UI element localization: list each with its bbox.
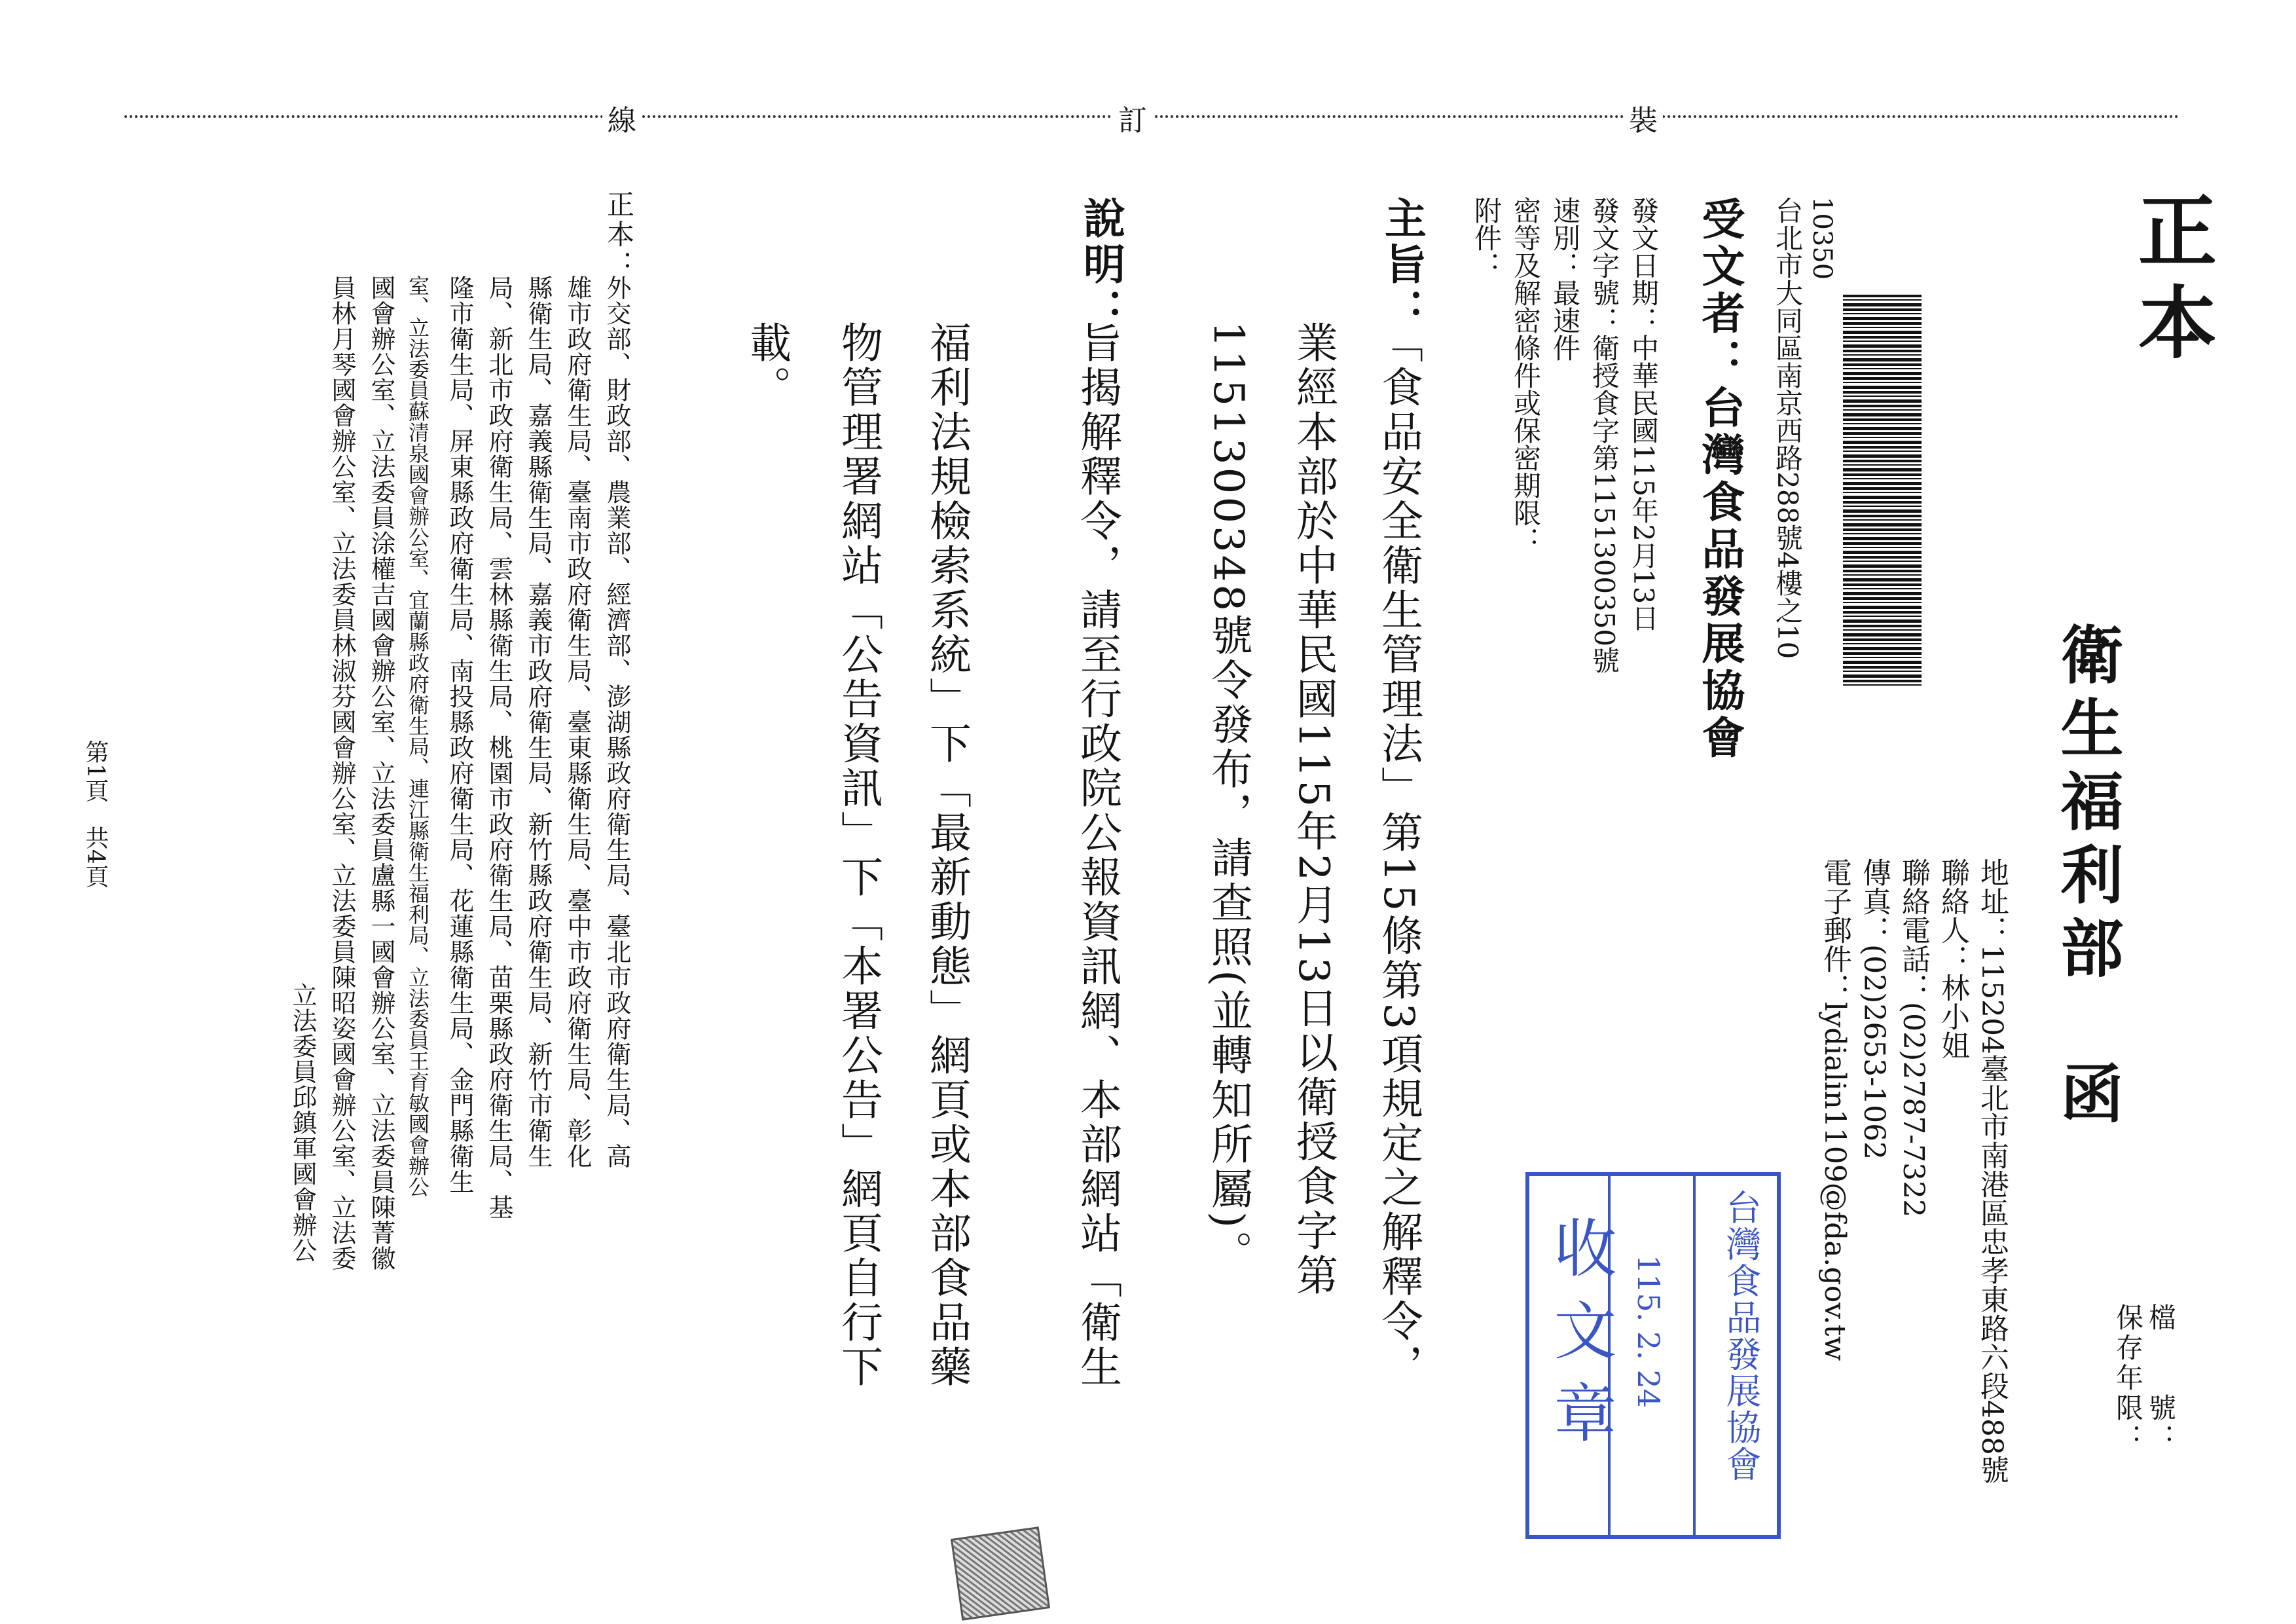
issue-date: 發文日期：中華民國115年2月13日 bbox=[1628, 196, 1660, 632]
explanation-label: 說明： bbox=[1076, 196, 1125, 334]
speed-class: 速別：最速件 bbox=[1549, 196, 1581, 361]
agency-name: 衛生福利部 bbox=[2050, 622, 2124, 989]
official-seal bbox=[951, 1526, 1050, 1621]
file-number-label: 檔 號： bbox=[2145, 1303, 2177, 1454]
bind-mark-ding: 訂 bbox=[1113, 97, 1152, 139]
binding-line bbox=[124, 115, 2180, 118]
explanation-line-1: 旨揭解釋令，請至行政院公報資訊網、本部網站「衛生 bbox=[1073, 321, 1121, 1390]
contact-person: 聯絡人：林小姐 bbox=[1936, 858, 1969, 1060]
bind-mark-xian: 線 bbox=[602, 97, 642, 139]
receipt-stamp-org: 台灣食品發展協會 bbox=[1721, 1189, 1762, 1483]
retention-label: 保存年限： bbox=[2112, 1303, 2144, 1454]
subject-line-1: 「食品安全衛生管理法」第15條第3項規定之解釋令， bbox=[1374, 321, 1423, 1389]
doc-kind: 函 bbox=[2050, 1061, 2124, 1124]
secrecy-level: 密等及解密條件或保密期限： bbox=[1510, 196, 1542, 554]
copies-line-2: 雄市政府衛生局、臺南市政府衛生局、臺東縣衛生局、臺中市政府衛生局、彰化 bbox=[563, 275, 592, 1169]
page-number: 第1頁 共4頁 bbox=[82, 740, 109, 888]
copies-line-6: 室、立法委員蘇清泉國會辦公室、宜蘭縣政府衛生局、連江縣衛生福利局、立法委員王育敏國會辦公 bbox=[405, 275, 430, 1197]
contact-fax: 傳真：(02)2653-1062 bbox=[1857, 858, 1891, 1160]
recipient bbox=[1689, 196, 1751, 762]
barcode bbox=[1843, 295, 1922, 688]
subject-label: 主旨： bbox=[1377, 196, 1427, 334]
receipt-stamp-text: 收文章 bbox=[1544, 1215, 1617, 1463]
doc-type-heading: 正本 bbox=[2125, 190, 2217, 373]
subject-line-3: 1151300348號令發布，請查照(並轉知所屬)。 bbox=[1204, 321, 1252, 1276]
explanation-line-4: 載。 bbox=[742, 321, 791, 410]
copies-line-8: 員林月琴國會辦公室、立法委員林淑芬國會辦公室、立法委員陳昭姿國會辦公室、立法委 bbox=[327, 275, 356, 1271]
recipient-name: 台灣食品發展協會 bbox=[1694, 385, 1745, 762]
copies-line-3: 縣衛生局、嘉義縣衛生局、嘉義市政府衛生局、新竹縣政府衛生局、新竹市衛生 bbox=[524, 275, 553, 1169]
copies-line-4: 局、新北市政府衛生局、雲林縣衛生局、桃園市政府衛生局、苗栗縣政府衛生局、基 bbox=[484, 275, 513, 1220]
recipient-label: 受文者： bbox=[1694, 196, 1745, 385]
copies-line-7: 國會辦公室、立法委員涂權吉國會辦公室、立法委員盧縣一國會辦公室、立法委員陳菁徽 bbox=[367, 275, 395, 1271]
copies-label: 正本： bbox=[603, 190, 635, 280]
explanation-line-3: 物管理署網站「公告資訊」下「本署公告」網頁自行下 bbox=[834, 321, 883, 1390]
bind-mark-zhuang: 裝 bbox=[1624, 97, 1663, 139]
recipient-postal-code: 10350 bbox=[1807, 196, 1837, 280]
attachment: 附件： bbox=[1470, 196, 1503, 279]
subject-line-2: 業經本部於中華民國115年2月13日以衛授食字第 bbox=[1289, 321, 1338, 1299]
receipt-stamp-date: 115. 2. 24 bbox=[1631, 1255, 1666, 1409]
contact-address: 地址：115204臺北市南港區忠孝東路六段488號 bbox=[1975, 858, 2009, 1484]
recipient-address: 台北市大同區南京西路288號4樓之10 bbox=[1772, 196, 1804, 659]
copies-line-9: 立法委員邱鎮軍國會辦公 bbox=[288, 982, 317, 1263]
explanation-line-2: 福利法規檢索系統」下「最新動態」網頁或本部食品藥 bbox=[922, 321, 971, 1390]
receipt-stamp bbox=[1525, 1172, 1781, 1539]
copies-line-1: 外交部、財政部、農業部、經濟部、澎湖縣政府衛生局、臺北市政府衛生局、高 bbox=[602, 275, 631, 1169]
contact-email: 電子郵件：lydialin1109@fda.gov.tw bbox=[1818, 858, 1851, 1361]
contact-phone: 聯絡電話：(02)2787-7322 bbox=[1897, 858, 1930, 1218]
issue-number: 發文字號：衛授食字第1151300350號 bbox=[1588, 196, 1620, 674]
copies-line-5: 隆市衛生局、屏東縣政府衛生局、南投縣政府衛生局、花蓮縣衛生局、金門縣衛生 bbox=[445, 275, 474, 1194]
